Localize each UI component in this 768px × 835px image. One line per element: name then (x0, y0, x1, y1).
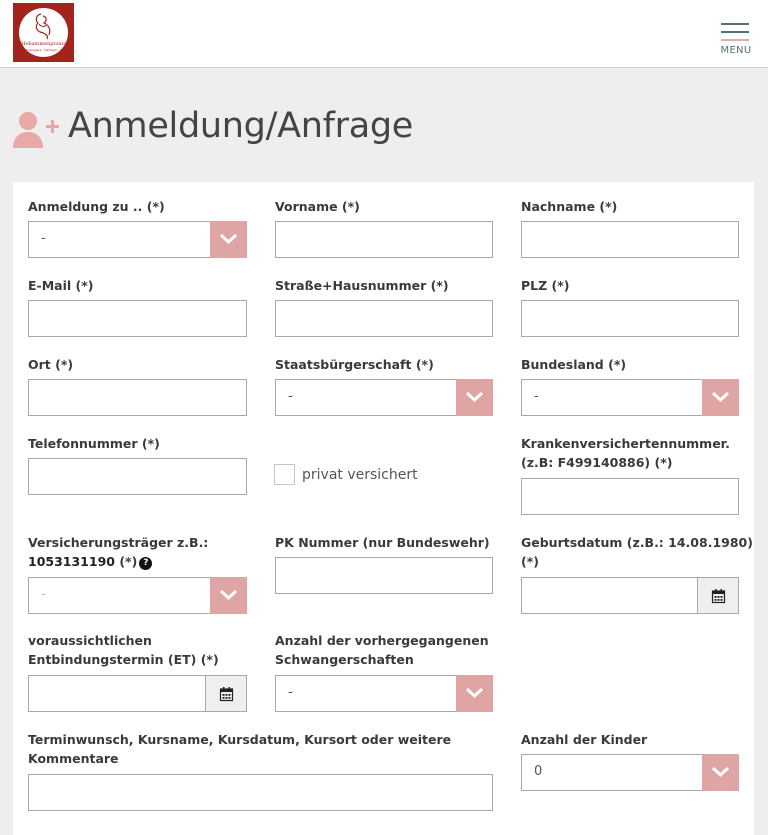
traeger-value: - (41, 587, 46, 602)
kvnr-label-line1: Krankenversichertennummer. (521, 436, 730, 451)
kommentar-input[interactable] (29, 775, 492, 810)
kvnr-input[interactable] (522, 479, 738, 514)
nachname-label: Nachname (*) (521, 199, 618, 214)
geburtsdatum-field[interactable] (521, 577, 739, 614)
bundesland-select[interactable] (521, 379, 739, 416)
schwangerschaften-label-line1: Anzahl der vorhergegangenen (275, 633, 489, 648)
chevron-down-icon (711, 765, 730, 778)
vorname-input[interactable] (276, 222, 492, 257)
kommentar-field[interactable] (28, 774, 493, 811)
site-logo[interactable] (13, 3, 74, 62)
traeger-label-line2 (28, 552, 208, 571)
traeger-label-line1: Versicherungsträger z.B.: (28, 535, 209, 550)
logo-disc (19, 8, 68, 57)
schwangerschaften-label (275, 631, 489, 669)
pk-label: PK Nummer (nur Bundeswehr) (275, 535, 490, 550)
menu-bar-1 (721, 23, 749, 25)
strasse-label: Straße+Hausnummer (*) (275, 278, 449, 293)
kvnr-label (521, 434, 730, 472)
schwangerschaften-caret (456, 675, 493, 712)
staatsbuergerschaft-select[interactable] (275, 379, 493, 416)
kvnr-field[interactable] (521, 478, 739, 515)
schwangerschaften-value: - (288, 685, 293, 700)
add-user-icon (12, 110, 60, 150)
et-field[interactable] (28, 675, 247, 712)
geburtsdatum-label-line1: Geburtsdatum (z.B.: 14.08.1980) (521, 535, 753, 550)
email-field[interactable] (28, 300, 247, 337)
bundesland-value: - (534, 389, 539, 404)
pk-field[interactable] (275, 557, 493, 594)
menu-bar-3 (721, 39, 749, 41)
anmeldung-value: - (41, 231, 46, 246)
menu-button[interactable] (718, 20, 754, 60)
email-input[interactable] (29, 301, 246, 336)
calendar-icon (220, 687, 233, 701)
traeger-caret (210, 577, 247, 614)
kommentar-label (28, 730, 498, 768)
anmeldung-select[interactable] (28, 221, 247, 258)
staatsbuergerschaft-label: Staatsbürgerschaft (*) (275, 357, 434, 372)
nachname-field[interactable] (521, 221, 739, 258)
chevron-down-icon (465, 686, 484, 699)
menu-bar-2 (721, 31, 749, 33)
kinder-select[interactable] (521, 754, 739, 791)
anmeldung-label: Anmeldung zu .. (*) (28, 199, 165, 214)
traeger-label-suffix: (*) (119, 554, 138, 569)
chevron-down-icon (711, 390, 730, 403)
logo-tagline: Schwangere · Familien · Geburt (23, 48, 70, 52)
et-label-line2: Entbindungstermin (ET) (*) (28, 652, 219, 667)
bundesland-label: Bundesland (*) (521, 357, 627, 372)
bundesland-caret (702, 379, 739, 416)
help-icon[interactable]: ? (139, 557, 152, 570)
kinder-label: Anzahl der Kinder (521, 732, 648, 747)
vorname-field[interactable] (275, 221, 493, 258)
schwangerschaften-select[interactable] (275, 675, 493, 712)
geburtsdatum-calendar-button[interactable] (697, 577, 739, 614)
chevron-down-icon (219, 588, 238, 601)
calendar-icon (712, 589, 725, 603)
plz-input[interactable] (522, 301, 738, 336)
logo-brand-text: Hebammenpraxis (21, 41, 66, 47)
chevron-down-icon (465, 390, 484, 403)
geburtsdatum-label (521, 533, 753, 571)
kinder-value: 0 (534, 764, 543, 779)
schwangerschaften-label-line2: Schwangerschaften (275, 652, 414, 667)
chevron-down-icon (219, 232, 238, 245)
nachname-input[interactable] (522, 222, 738, 257)
plz-label: PLZ (*) (521, 278, 570, 293)
traeger-label-number: 1053131190 (28, 554, 115, 569)
page-title: Anmeldung/Anfrage (68, 106, 414, 146)
ort-input[interactable] (29, 380, 246, 415)
ort-field[interactable] (28, 379, 247, 416)
telefon-field[interactable] (28, 458, 247, 495)
pk-input[interactable] (276, 558, 492, 593)
telefon-label: Telefonnummer (*) (28, 436, 160, 451)
privat-label[interactable]: privat versichert (302, 467, 418, 483)
et-calendar-button[interactable] (205, 675, 247, 712)
telefon-input[interactable] (29, 459, 246, 494)
geburtsdatum-input[interactable] (522, 578, 698, 613)
vorname-label: Vorname (*) (275, 199, 360, 214)
ort-label: Ort (*) (28, 357, 74, 372)
kvnr-label-line2: (z.B: F499140886) (*) (521, 455, 673, 470)
privat-checkbox[interactable] (274, 464, 295, 485)
traeger-label (28, 533, 208, 571)
traeger-select[interactable] (28, 577, 247, 614)
kinder-caret (702, 754, 739, 791)
kommentar-label-line1: Terminwunsch, Kursname, Kursdatum, Kursort oder weitere (28, 732, 452, 747)
et-input[interactable] (29, 676, 206, 711)
strasse-field[interactable] (275, 300, 493, 337)
plz-field[interactable] (521, 300, 739, 337)
site-header (0, 0, 768, 68)
et-label-line1: voraussichtlichen (28, 633, 152, 648)
et-label (28, 631, 219, 669)
staatsbuergerschaft-value: - (288, 389, 293, 404)
anmeldung-caret (210, 221, 247, 258)
staatsbuergerschaft-caret (456, 379, 493, 416)
kommentar-label-line2: Kommentare (28, 751, 119, 766)
email-label: E-Mail (*) (28, 278, 94, 293)
strasse-input[interactable] (276, 301, 492, 336)
registration-form (13, 182, 754, 835)
geburtsdatum-label-line2: (*) (521, 554, 539, 569)
menu-label: MENU (720, 45, 752, 56)
